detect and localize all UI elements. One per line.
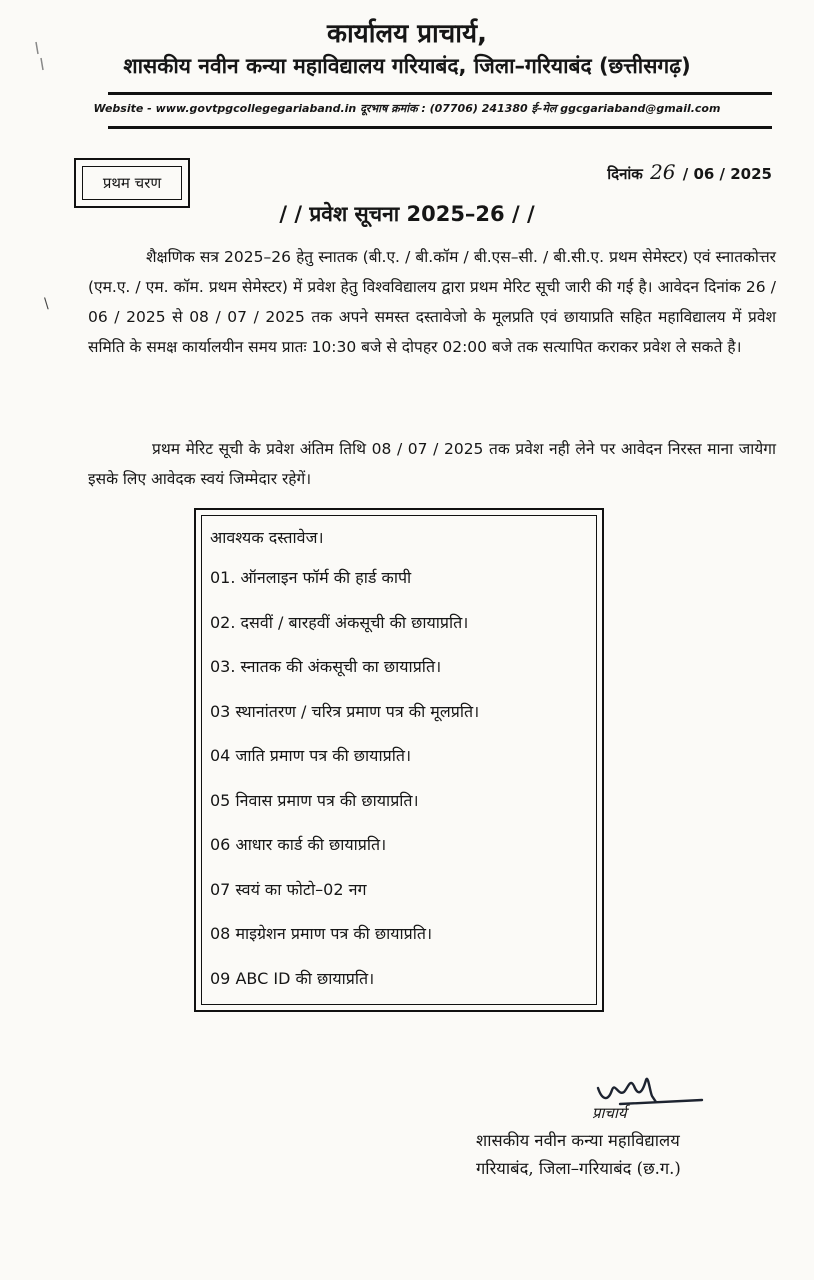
- contact-line: Website - www.govtpgcollegegariaband.in दूरभाष क्रमांक : (07706) 241380 ई–मेल ggcgariaband@gmail.com: [93, 102, 721, 115]
- date-prefix: दिनांक: [607, 165, 643, 183]
- document-item: 02. दसवीं / बारहवीं अंकसूची की छायाप्रति।: [210, 612, 469, 632]
- paragraph-deadline: प्रथम मेरिट सूची के प्रवेश अंतिम तिथि 08 / 07 / 2025 तक प्रवेश नही लेने पर आवेदन निरस्त माना जायेगा इसके लिए आवेदक स्वयं जिम्मेदार रहेगें।: [88, 440, 776, 488]
- document-item: 03 स्थानांतरण / चरित्र प्रमाण पत्र की मूलप्रति।: [210, 701, 480, 721]
- document-item: 09 ABC ID की छायाप्रति।: [210, 968, 375, 988]
- documents-box: [194, 508, 604, 1012]
- document-item: 01. ऑनलाइन फॉर्म की हार्ड कापी: [210, 568, 412, 587]
- documents-heading: आवश्यक दस्तावेज।: [210, 528, 324, 547]
- header-rule-top: [108, 92, 772, 95]
- document-item: 07 स्वयं का फोटो–02 नग: [210, 879, 367, 899]
- documents-list: [210, 568, 596, 1013]
- date-day: 26: [650, 160, 676, 184]
- notice-title: / / प्रवेश सूचना 2025–26 / /: [279, 202, 535, 226]
- stage-label: प्रथम चरण: [82, 166, 182, 200]
- document-item: 08 माइग्रेशन प्रमाण पत्र की छायाप्रति।: [210, 924, 433, 943]
- document-item: 05 निवास प्रमाण पत्र की छायाप्रति।: [210, 790, 419, 810]
- documents-inner-frame: [201, 515, 597, 1005]
- date-rest: / 06 / 2025: [682, 165, 772, 183]
- notice-date: [607, 160, 772, 184]
- college-name: शासकीय नवीन कन्या महाविद्यालय गरियाबंद, जिला–गरियाबंद (छत्तीसगढ़): [123, 54, 691, 78]
- signature-location: गरियाबंद, जिला–गरियाबंद (छ.ग.): [476, 1159, 681, 1178]
- header-rule-bottom: [108, 126, 772, 129]
- office-title: कार्यालय प्राचार्य,: [326, 19, 487, 49]
- signature-title: प्राचार्य: [592, 1104, 627, 1122]
- signature-college: शासकीय नवीन कन्या महाविद्यालय: [476, 1131, 680, 1150]
- margin-tick: \: [44, 296, 49, 312]
- document-item: 03. स्नातक की अंकसूची का छायाप्रति।: [210, 657, 442, 676]
- document-item: 06 आधार कार्ड की छायाप्रति।: [210, 835, 387, 854]
- paragraph-admission: शैक्षणिक सत्र 2025–26 हेतु स्नातक (बी.ए. / बी.कॉम / बी.एस–सी. / बी.सी.ए. प्रथम सेमेस्टर) एवं स्नातकोत्तर (एम.ए. / एम. कॉम. प्रथम सेमेस्टर) में प्रवेश हेतु विश्वविद्यालय द्वारा प्रथम मेरिट सूची जारी की गई है। आवेदन दिनांक 26 / 06 / 2025 से 08 / 07 / 2025 तक अपने समस्त दस्तावेजो के मूलप्रति एवं छायाप्रति सहित महाविद्यालय में प्रवेश समिति के समक्ष कार्यालयीन समय प्रातः 10:30 बजे से दोपहर 02:00 बजे तक सत्यापित कराकर प्रवेश ले सकते है।: [88, 248, 776, 356]
- document-item: 04 जाति प्रमाण पत्र की छायाप्रति।: [210, 746, 412, 765]
